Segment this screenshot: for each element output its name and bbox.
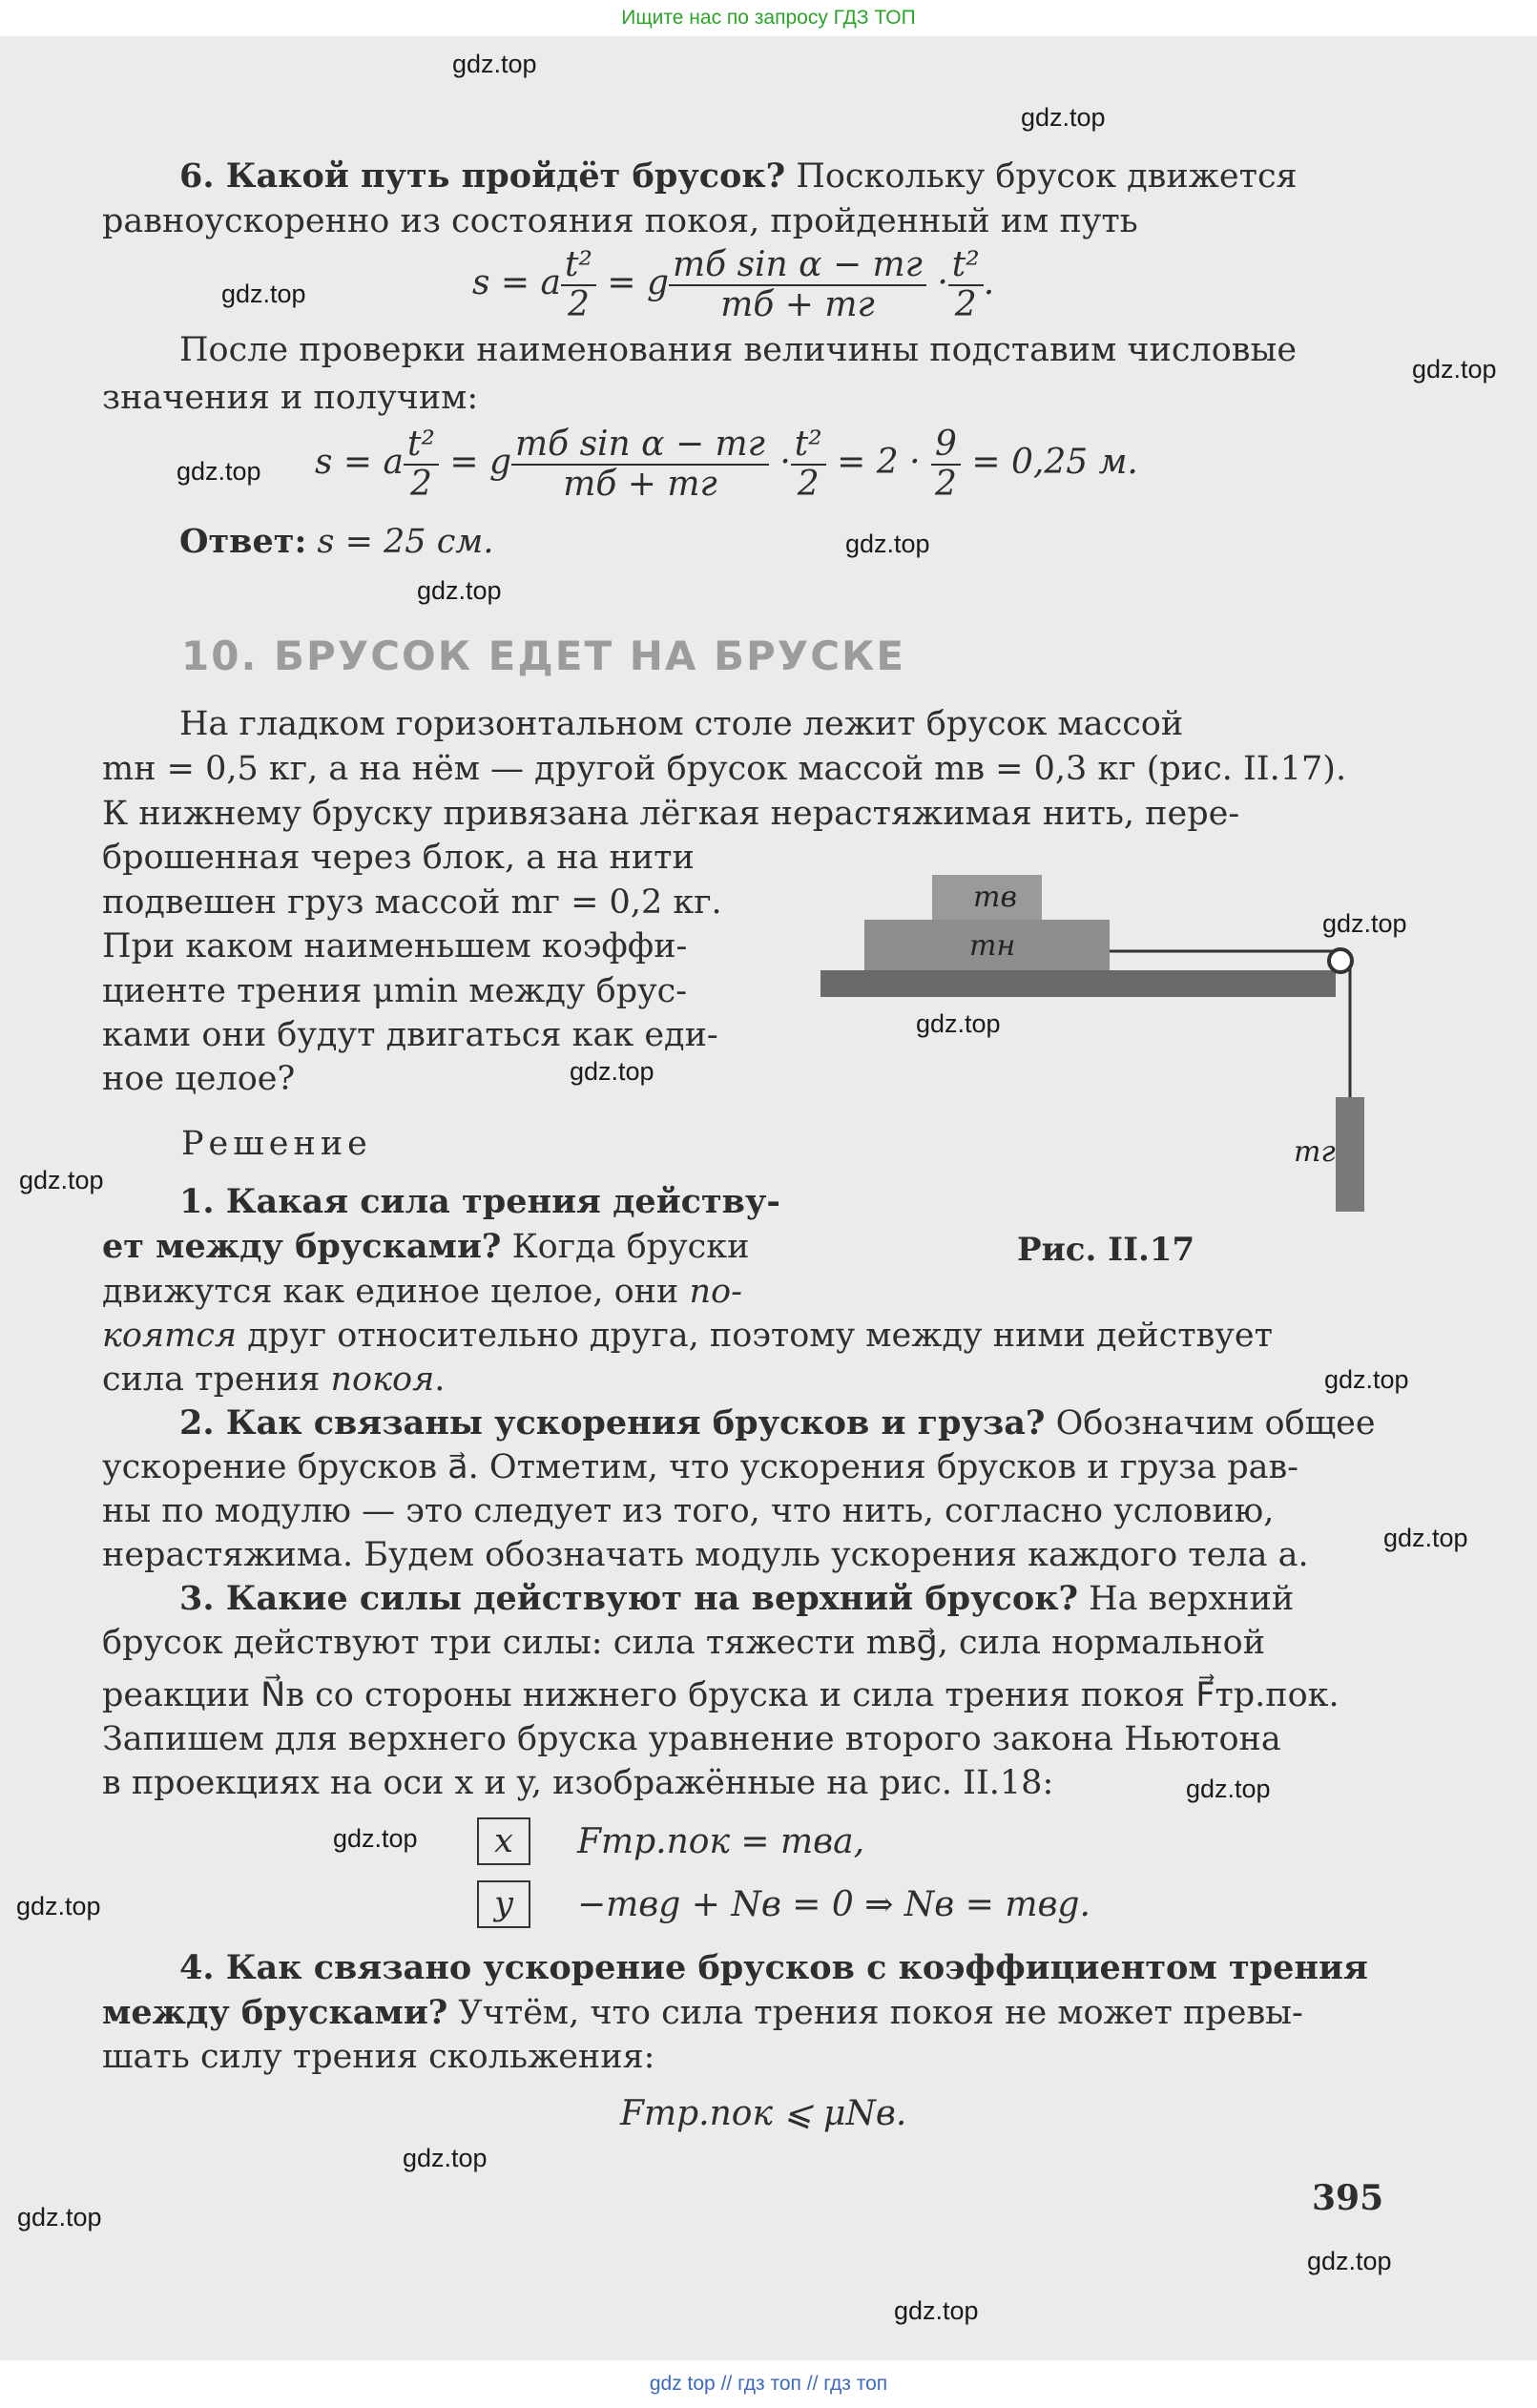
watermark: gdz.top	[916, 1009, 1001, 1038]
solution-label: Решение	[181, 1125, 372, 1163]
q3-line-4: Запишем для верхнего бруска уравнение второго закона Ньютона	[102, 1720, 1281, 1758]
q3-line-3: реакции N⃗в со стороны нижнего бруска и сила трения покоя F⃗тр.пок.	[102, 1676, 1340, 1714]
problem-line-4: брошенная через блок, а на нити	[102, 839, 695, 877]
watermark: gdz.top	[333, 1824, 418, 1853]
watermark: gdz.top	[845, 529, 930, 558]
problem-line-3: К нижнему бруску привязана лёгкая нерастяжимая нить, пере-	[102, 795, 1240, 833]
section-heading: 10. БРУСОК ЕДЕТ НА БРУСКЕ	[181, 633, 906, 679]
figure-caption: Рис. II.17	[1017, 1231, 1195, 1269]
watermark: gdz.top	[17, 2203, 102, 2232]
watermark: gdz.top	[16, 1892, 101, 1920]
label-lower-block: mн	[969, 929, 1016, 963]
figure-blocks-pulley	[820, 863, 1393, 1216]
q1-line-4: коятся друг относительно друга, поэтому между ними действует	[102, 1317, 1273, 1355]
equation-x: Fтр.пок = mвa,	[577, 1822, 865, 1861]
q2-line-2: ускорение брусков a⃗. Отметим, что ускорения брусков и груза рав-	[102, 1448, 1299, 1486]
problem-line-6: При каком наименьшем коэффи-	[102, 927, 688, 965]
q2-line-3: ны по модулю — это следует из того, что нить, согласно условию,	[102, 1492, 1275, 1530]
q2-line-4: нерастяжима. Будем обозначать модуль ускорения каждого тела a.	[102, 1536, 1309, 1574]
watermark: gdz.top	[1383, 1524, 1468, 1552]
problem-line-9: ное целое?	[102, 1060, 296, 1098]
pulley	[1329, 949, 1352, 972]
bottom-banner: gdz top // гдз топ // гдз топ	[0, 2360, 1537, 2408]
q1-line-3: движутся как единое целое, они по-	[102, 1273, 742, 1311]
label-weight: mг	[1294, 1135, 1336, 1169]
q3-line-5: в проекциях на оси x и y, изображённые на рис. II.18:	[102, 1764, 1054, 1802]
friction-inequality: Fтр.пок ⩽ μNв.	[620, 2094, 907, 2133]
equation-y: −mвg + Nв = 0 ⇒ Nв = mвg.	[577, 1885, 1090, 1924]
section6-line3: После проверки наименования величины подставим числовые	[179, 331, 1298, 369]
page-number: 395	[1312, 2178, 1384, 2218]
section6-line1: 6. Какой путь пройдёт брусок? Поскольку брусок движется	[179, 156, 1298, 196]
watermark: gdz.top	[221, 280, 306, 308]
q3-line-1: 3. Какие силы действуют на верхний брусок? На верхний	[179, 1579, 1295, 1618]
watermark: gdz.top	[1412, 355, 1497, 384]
watermark: gdz.top	[1324, 1365, 1409, 1394]
axis-y-box: y	[477, 1880, 530, 1928]
problem-line-1: На гладком горизонтальном столе лежит брусок массой	[179, 705, 1184, 743]
watermark: gdz.top	[177, 457, 261, 486]
watermark: gdz.top	[403, 2144, 488, 2172]
problem-line-7: циенте трения μmin между брус-	[102, 972, 688, 1010]
watermark: gdz.top	[570, 1057, 654, 1086]
q1-line-2: ет между брусками? Когда бруски	[102, 1227, 750, 1266]
watermark: gdz.top	[1021, 103, 1106, 132]
watermark: gdz.top	[452, 50, 537, 78]
q4-line-2: между брусками? Учтём, что сила трения покоя не может превы-	[102, 1993, 1303, 2032]
formula-path-numeric: s = a $\frac{\text{t²}}{2}$ = g $\frac{\text{mб sin α − mг}}{mб + mг}$ · $\frac{\text{t²}}{2}$ = 2 · $\frac{9}{2}$ = 0,25 м.	[315, 425, 1138, 504]
watermark: gdz.top	[1186, 1775, 1271, 1803]
problem-line-2: mн = 0,5 кг, а на нём — другой брусок массой mв = 0,3 кг (рис. II.17).	[102, 750, 1347, 788]
table-surface	[820, 970, 1336, 997]
q4-line-3: шать силу трения скольжения:	[102, 2038, 655, 2076]
q4-line-1: 4. Как связано ускорение брусков с коэффициентом трения	[179, 1948, 1368, 1987]
watermark: gdz.top	[894, 2296, 979, 2325]
watermark: gdz.top	[19, 1166, 104, 1194]
axis-x-box: x	[477, 1817, 530, 1865]
q1-line-1: 1. Какая сила трения действу-	[179, 1182, 780, 1221]
answer-line: Ответ: s = 25 см.	[179, 522, 494, 561]
label-upper-block: mв	[973, 881, 1017, 914]
top-banner: Ищите нас по запросу ГДЗ ТОП	[0, 0, 1537, 36]
watermark: gdz.top	[1322, 909, 1407, 938]
watermark: gdz.top	[1307, 2247, 1392, 2275]
watermark: gdz.top	[417, 576, 502, 605]
formula-path: s = a $\frac{\text{t²}}{2}$ = g $\frac{\text{mб sin α − mг}}{mб + mг}$ · $\frac{\text{t²}}{2}$ .	[472, 245, 995, 324]
q3-line-2: брусок действуют три силы: сила тяжести mвg⃗, сила нормальной	[102, 1624, 1266, 1662]
problem-line-5: подвешен груз массой mг = 0,2 кг.	[102, 883, 722, 922]
q2-line-1: 2. Как связаны ускорения брусков и груза? Обозначим общее	[179, 1403, 1376, 1443]
section6-line4: значения и получим:	[102, 379, 479, 417]
section6-line2: равноускоренно из состояния покоя, пройденный им путь	[102, 202, 1138, 240]
problem-line-8: ками они будут двигаться как еди-	[102, 1016, 718, 1054]
hanging-weight	[1336, 1097, 1364, 1212]
q1-line-5: сила трения покоя.	[102, 1360, 446, 1399]
